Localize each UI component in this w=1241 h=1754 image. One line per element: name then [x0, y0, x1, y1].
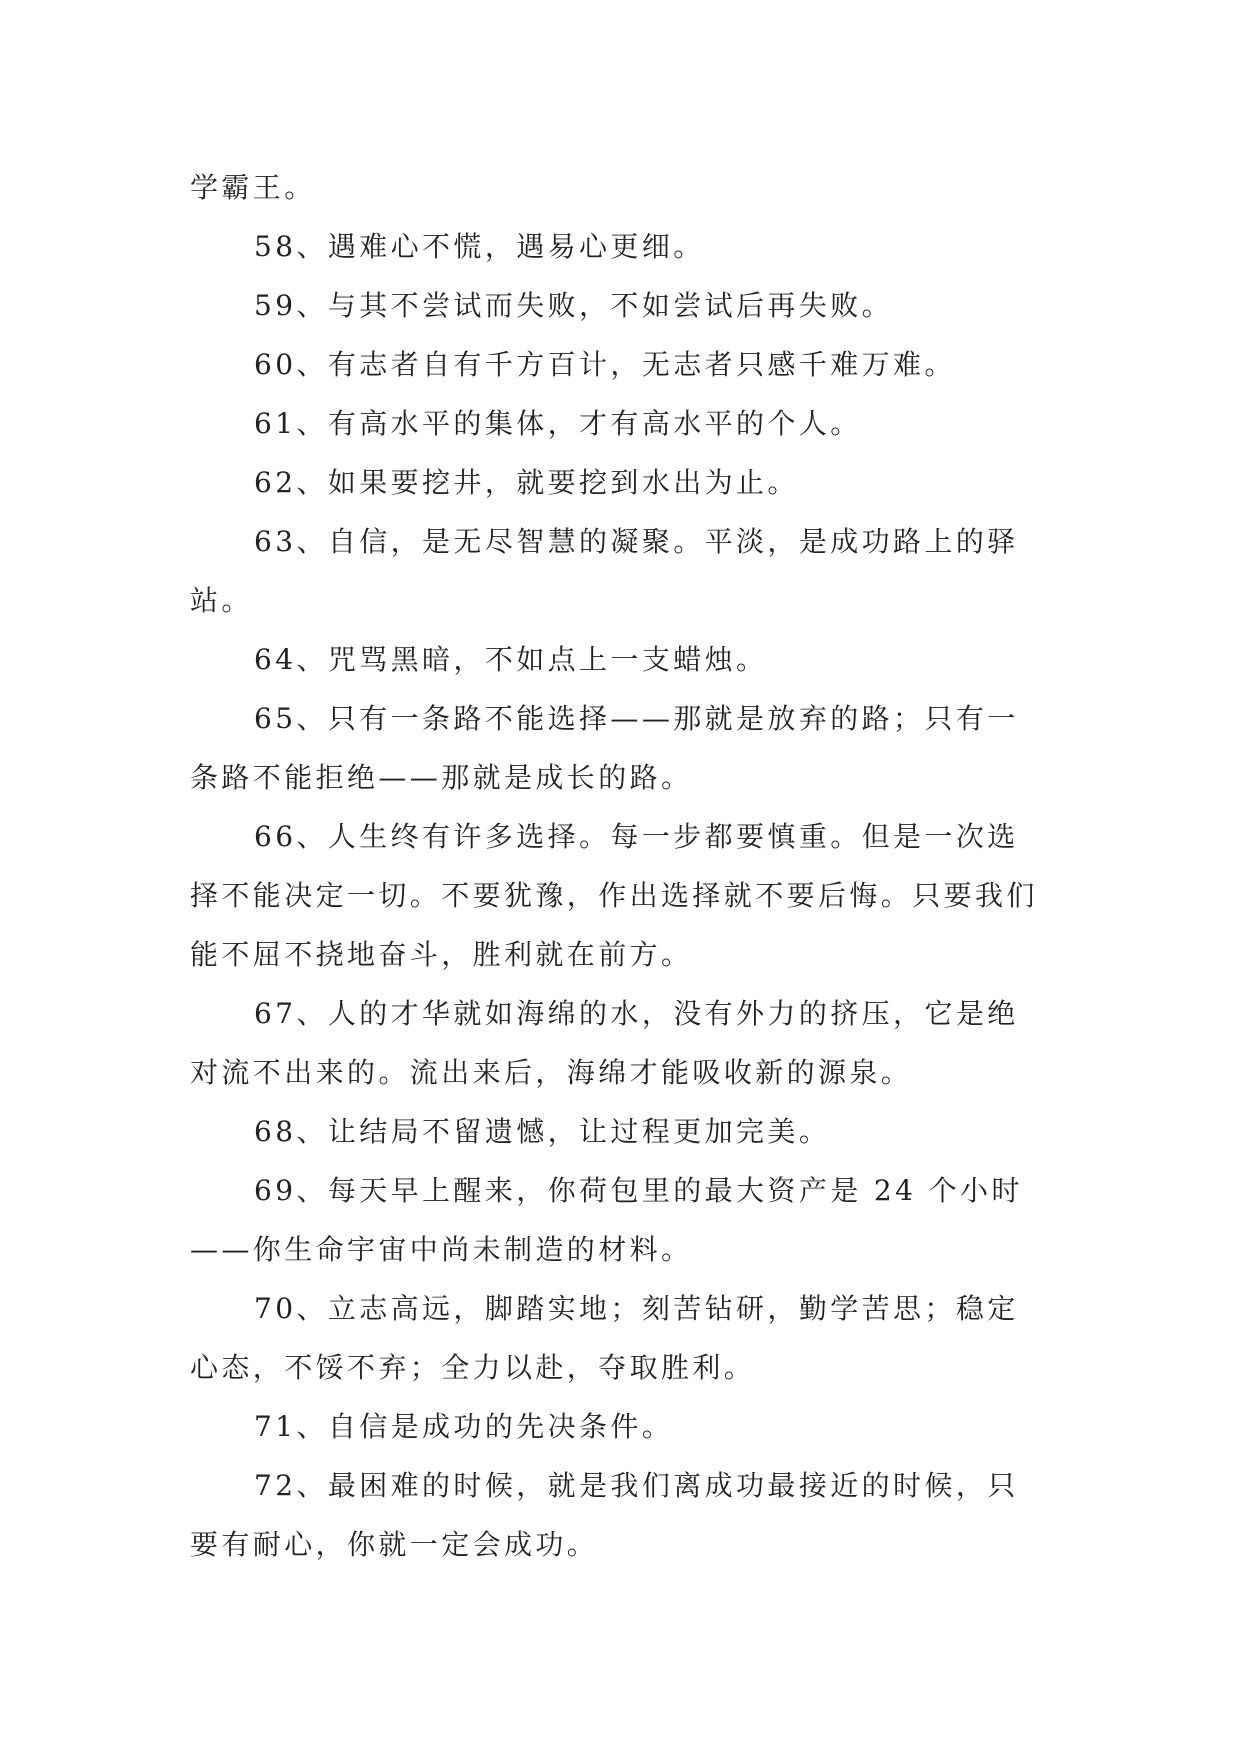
paragraph-58: 58、遇难心不慌，遇易心更细。: [254, 230, 705, 263]
paragraph-69: 69、每天早上醒来，你荷包里的最大资产是 24 个小时——你生命宇宙中尚未制造的材料。: [190, 1174, 1023, 1266]
paragraph-71: 71、自信是成功的先决条件。: [254, 1410, 674, 1443]
paragraph-continuation: 学霸王。: [190, 171, 316, 204]
paragraph-62: 62、如果要挖井，就要挖到水出为止。: [254, 466, 799, 499]
paragraph-60: 60、有志者自有千方百计，无志者只感千难万难。: [254, 348, 956, 381]
paragraph-63: 63、自信，是无尽智慧的凝聚。平淡，是成功路上的驿站。: [190, 525, 1019, 617]
document-body: [190, 158, 1050, 1574]
paragraph-66: 66、人生终有许多选择。每一步都要慎重。但是一次选择不能决定一切。不要犹豫，作出选择就不要后悔。只要我们能不屈不挠地奋斗，胜利就在前方。: [190, 820, 1038, 971]
paragraph-59: 59、与其不尝试而失败，不如尝试后再失败。: [254, 289, 894, 322]
paragraph-68: 68、让结局不留遗憾，让过程更加完美。: [254, 1115, 831, 1148]
paragraph-72: 72、最困难的时候，就是我们离成功最接近的时候，只要有耐心，你就一定会成功。: [190, 1469, 1019, 1561]
paragraph-70: 70、立志高远，脚踏实地；刻苦钻研，勤学苦思；稳定心态，不馁不弃；全力以赴，夺取胜利。: [190, 1292, 1019, 1384]
paragraph-65: 65、只有一条路不能选择——那就是放弃的路；只有一条路不能拒绝——那就是成长的路。: [190, 702, 1019, 794]
paragraph-67: 67、人的才华就如海绵的水，没有外力的挤压，它是绝对流不出来的。流出来后，海绵才能吸收新的源泉。: [190, 997, 1019, 1089]
paragraph-61: 61、有高水平的集体，才有高水平的个人。: [254, 407, 862, 440]
paragraph-64: 64、咒骂黑暗，不如点上一支蜡烛。: [254, 643, 768, 676]
